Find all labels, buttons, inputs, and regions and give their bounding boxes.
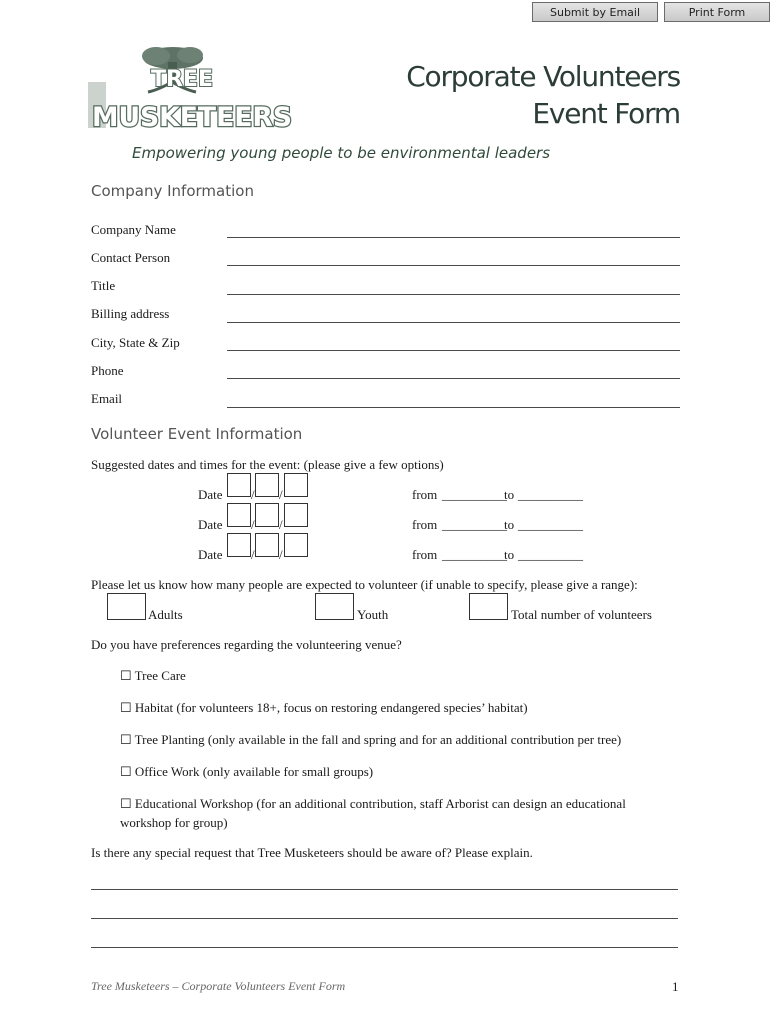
date-month-box[interactable] bbox=[227, 503, 251, 527]
to-label: to bbox=[504, 517, 515, 532]
checkbox-icon[interactable]: ☐ bbox=[120, 700, 132, 715]
city-state-zip-label: City, State & Zip bbox=[91, 335, 180, 350]
from-time-field[interactable]: __________ bbox=[442, 547, 507, 562]
venue-option-label: Educational Workshop (for an additional contribution, staff Arborist can design an educational bbox=[134, 796, 626, 811]
venue-option-label: Office Work (only available for small groups) bbox=[134, 764, 374, 779]
footer-text: Tree Musketeers – Corporate Volunteers Event Form bbox=[91, 979, 346, 993]
venue-option-label: Habitat (for volunteers 18+, focus on restoring endangered species’ habitat) bbox=[134, 700, 528, 715]
venue-option-tree-planting[interactable] bbox=[120, 732, 621, 748]
from-label: from bbox=[412, 487, 438, 502]
company-name-field[interactable] bbox=[227, 237, 680, 238]
venue-option-label: Tree Care bbox=[134, 668, 186, 683]
date-separator: / bbox=[279, 547, 283, 562]
print-form-button[interactable]: Print Form bbox=[664, 2, 770, 22]
date-day-box[interactable] bbox=[255, 533, 279, 557]
checkbox-icon[interactable]: ☐ bbox=[120, 796, 132, 811]
billing-address-label: Billing address bbox=[91, 306, 170, 321]
to-time-field[interactable]: __________ bbox=[518, 487, 583, 502]
event-heading: Volunteer Event Information bbox=[91, 425, 303, 443]
title-label: Title bbox=[91, 278, 116, 293]
adults-label: Adults bbox=[148, 607, 183, 622]
submit-by-email-button[interactable]: Submit by Email bbox=[532, 2, 658, 22]
date-year-box[interactable] bbox=[284, 533, 308, 557]
checkbox-icon[interactable]: ☐ bbox=[120, 668, 132, 683]
date-label: Date bbox=[198, 547, 223, 562]
date-day-box[interactable] bbox=[255, 473, 279, 497]
tree-musketeers-logo bbox=[88, 42, 298, 134]
email-field[interactable] bbox=[227, 407, 680, 408]
from-label: from bbox=[412, 547, 438, 562]
venue-option-tree-care[interactable] bbox=[120, 668, 186, 684]
date-separator: / bbox=[279, 517, 283, 532]
date-month-box[interactable] bbox=[227, 533, 251, 557]
date-year-box[interactable] bbox=[284, 473, 308, 497]
adults-count-box[interactable] bbox=[107, 593, 146, 620]
from-label: from bbox=[412, 517, 438, 532]
youth-label: Youth bbox=[357, 607, 389, 622]
tagline: Empowering young people to be environmental leaders bbox=[132, 144, 551, 162]
total-label: Total number of volunteers bbox=[511, 607, 652, 622]
date-separator: / bbox=[279, 487, 283, 502]
special-request-line[interactable] bbox=[91, 889, 678, 890]
billing-address-field[interactable] bbox=[227, 322, 680, 323]
title-field[interactable] bbox=[227, 294, 680, 295]
date-separator: / bbox=[251, 547, 255, 562]
date-day-box[interactable] bbox=[255, 503, 279, 527]
page-number: 1 bbox=[672, 979, 679, 994]
logo-text-musketeers: MUSKETEERS bbox=[92, 102, 292, 133]
page-title bbox=[360, 58, 680, 132]
logo-text-tree: TREE bbox=[150, 67, 214, 92]
to-time-field[interactable]: __________ bbox=[518, 517, 583, 532]
contact-person-label: Contact Person bbox=[91, 250, 171, 265]
special-request-prompt: Is there any special request that Tree Musketeers should be aware of? Please explain. bbox=[91, 845, 533, 860]
company-heading: Company Information bbox=[91, 182, 254, 200]
venue-option-educational-workshop[interactable] bbox=[120, 796, 626, 812]
title-line-2: Event Form bbox=[532, 97, 680, 130]
from-time-field[interactable]: __________ bbox=[442, 487, 507, 502]
venue-option-office-work[interactable] bbox=[120, 764, 373, 780]
email-label: Email bbox=[91, 391, 123, 406]
date-label: Date bbox=[198, 487, 223, 502]
special-request-line[interactable] bbox=[91, 918, 678, 919]
count-prompt: Please let us know how many people are expected to volunteer (if unable to specify, please give a range): bbox=[91, 577, 638, 592]
date-year-box[interactable] bbox=[284, 503, 308, 527]
date-separator: / bbox=[251, 517, 255, 532]
date-separator: / bbox=[251, 487, 255, 502]
date-month-box[interactable] bbox=[227, 473, 251, 497]
phone-field[interactable] bbox=[227, 378, 680, 379]
city-state-zip-field[interactable] bbox=[227, 350, 680, 351]
title-line-1: Corporate Volunteers bbox=[406, 60, 680, 93]
youth-count-box[interactable] bbox=[315, 593, 354, 620]
to-label: to bbox=[504, 487, 515, 502]
venue-prompt: Do you have preferences regarding the volunteering venue? bbox=[91, 637, 402, 652]
to-time-field[interactable]: __________ bbox=[518, 547, 583, 562]
company-name-label: Company Name bbox=[91, 222, 176, 237]
from-time-field[interactable]: __________ bbox=[442, 517, 507, 532]
checkbox-icon[interactable]: ☐ bbox=[120, 732, 132, 747]
special-request-line[interactable] bbox=[91, 947, 678, 948]
total-count-box[interactable] bbox=[469, 593, 508, 620]
to-label: to bbox=[504, 547, 515, 562]
contact-person-field[interactable] bbox=[227, 265, 680, 266]
checkbox-icon[interactable]: ☐ bbox=[120, 764, 132, 779]
phone-label: Phone bbox=[91, 363, 124, 378]
venue-option-label: Tree Planting (only available in the fall and spring and for an additional contribution per tree) bbox=[134, 732, 622, 747]
dates-prompt: Suggested dates and times for the event: (please give a few options) bbox=[91, 457, 444, 472]
date-label: Date bbox=[198, 517, 223, 532]
venue-option-continuation: workshop for group) bbox=[120, 815, 228, 830]
venue-option-habitat[interactable] bbox=[120, 700, 528, 716]
